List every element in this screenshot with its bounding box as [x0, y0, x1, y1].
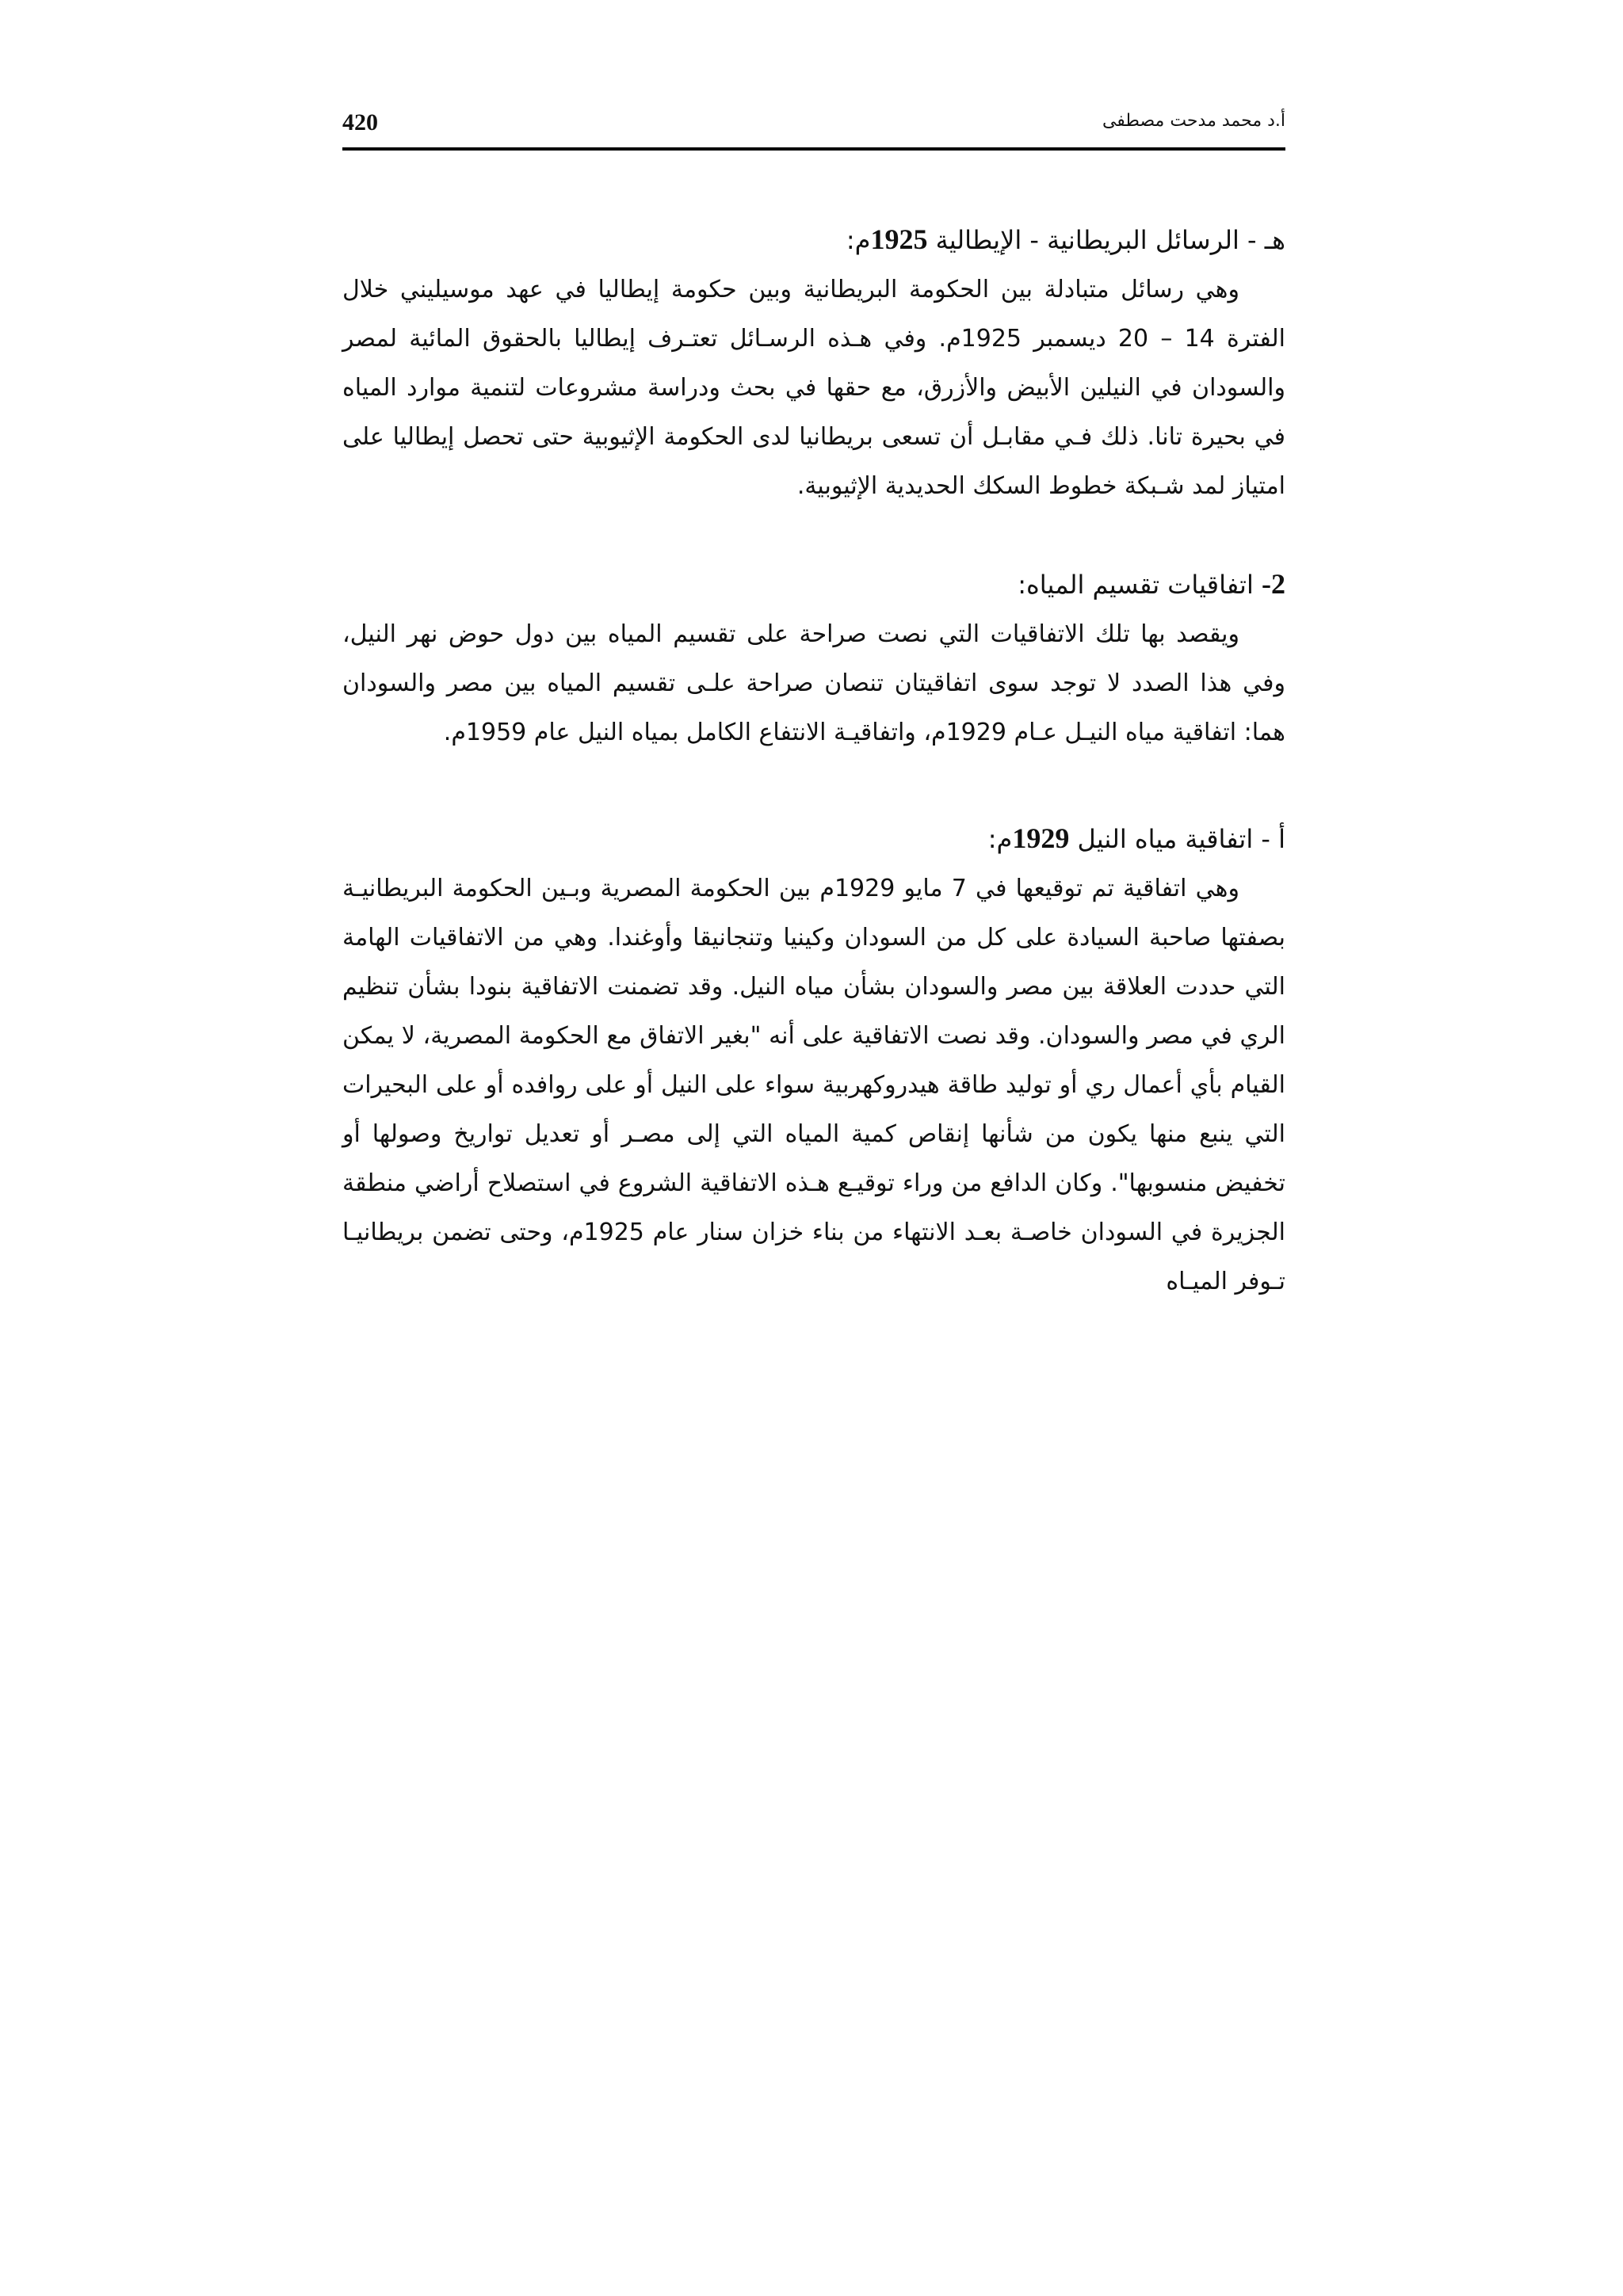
- section-a-heading-text: أ - اتفاقية مياه النيل: [1077, 824, 1285, 854]
- section-2-number: 2-: [1262, 568, 1285, 600]
- section-h-heading-year: 1925: [870, 223, 928, 255]
- section-h-heading-text: هـ - الرسائل البريطانية - الإيطالية: [935, 225, 1285, 255]
- section-2-heading-text: اتفاقيات تقسيم المياه:: [1018, 570, 1254, 600]
- header-rule: [342, 147, 1285, 151]
- spacer: [342, 511, 1285, 559]
- page-header: [342, 101, 1285, 149]
- page-content: [342, 214, 1285, 1306]
- section-h-paragraph: وهي رسائل متبادلة بين الحكومة البريطانية وبين حكومة إيطاليا في عهد موسيليني خلال الفترة 14 – 20 ديسمبر 1925م. وفي هـذه الرسـائل تعتـرف إيطاليا بالحقوق المائية لمصر والسودان في النيلين الأبيض والأزرق، مع حقها في بحث ودراسة مشروعات لتنمية موارد المياه في بحيرة تانا. ذلك فـي مقابـل أن تسعى بريطانيا لدى الحكومة الإثيوبية حتى تحصل إيطاليا على امتياز لمد شـبكة خطوط السكك الحديدية الإثيوبية.: [342, 276, 1285, 500]
- section-a-paragraph: وهي اتفاقية تم توقيعها في 7 مايو 1929م بين الحكومة المصرية وبـين الحكومة البريطانيـة بصفتها صاحبة السيادة على كل من السودان وكينيا وتنجانيقا وأوغندا. وهي من الاتفاقيات الهامة التي حددت العلاقة بين مصر والسودان بشأن مياه النيل. وقد تضمنت الاتفاقية بنودا بشأن تنظيم الري في مصر والسودان. وقد نصت الاتفاقية على أنه "بغير الاتفاق مع الحكومة المصرية، لا يمكن القيام بأي أعمال ري أو توليد طاقة هيدروكهربية سواء على النيل أو على روافده أو على البحيرات التي ينبع منها يكون من شأنها إنقاص كمية المياه التي إلى مصـر أو تعديل تواريخ وصولها أو تخفيض منسوبها". وكان الدافع من وراء توقيـع هـذه الاتفاقية الشروع في استصلاح أراضي منطقة الجزيرة في السودان خاصـة بعـد الانتهاء من بناء خزان سنار عام 1925م، وحتى تضمن بريطانيـا تـوفر الميـاه: [342, 875, 1285, 1295]
- author-name: أ.د محمد مدحت مصطفى: [1102, 111, 1285, 131]
- section-2-heading: [342, 559, 1285, 610]
- section-a-heading: [342, 813, 1285, 864]
- section-a-heading-suffix: م:: [987, 824, 1013, 854]
- spacer: [342, 757, 1285, 813]
- section-h-heading-suffix: م:: [846, 225, 871, 255]
- section-2-paragraph: ويقصد بها تلك الاتفاقيات التي نصت صراحة على تقسيم المياه بين دول حوض نهر النيل، وفي هذا الصدد لا توجد سوى اتفاقيتان تنصان صراحة علـى تقسيم المياه بين مصر والسودان هما: اتفاقية مياه النيـل عـام 1929م، واتفاقيـة الانتفاع الكامل بمياه النيل عام 1959م.: [342, 620, 1285, 746]
- section-a-heading-year: 1929: [1012, 822, 1070, 854]
- page-number: 420: [342, 109, 378, 135]
- section-h-heading: [342, 214, 1285, 265]
